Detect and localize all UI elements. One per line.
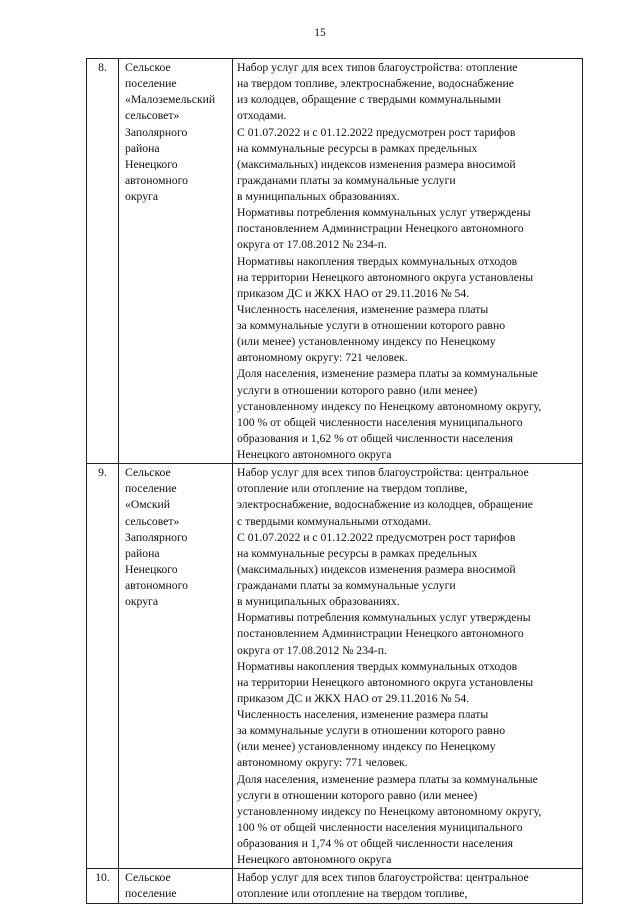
municipality-name-line: района: [125, 546, 160, 560]
description-line: образования и 1,74 % от общей численности населения: [237, 837, 513, 850]
row-number: 8.: [87, 59, 119, 464]
description-line: отопление или отопление на твердом топливе,: [237, 887, 468, 901]
description-line: на твердом топливе, электроснабжение, водоснабжение: [237, 77, 514, 91]
description-line: Ненецкого автономного округа: [237, 448, 392, 461]
description-line: отопление или отопление на твердом топливе,: [237, 482, 468, 496]
description-line: округа от 17.08.2012 № 234-п.: [237, 238, 387, 252]
municipality-name-line: Сельское: [125, 871, 171, 885]
description-line: электроснабжение, водоснабжение из колодцев, обращение: [237, 498, 533, 512]
municipality-name: [119, 464, 233, 869]
municipality-name-line: Сельское: [125, 466, 171, 480]
description-line: услуги в отношении которого равно (или менее): [237, 383, 478, 397]
description-line: постановлением Администрации Ненецкого автономного: [237, 627, 524, 641]
description-line: на коммунальные ресурсы в рамках предельных: [237, 546, 478, 560]
municipality-name-line: Заполярного: [125, 530, 188, 544]
services-description: [233, 869, 583, 903]
municipality-name-line: округа: [125, 190, 159, 203]
description-line: (или менее) установленному индексу по Ненецкому: [237, 335, 496, 349]
municipality-name-line: автономного: [125, 579, 188, 592]
description-line: в муниципальных образованиях.: [237, 595, 400, 609]
municipality-name-line: «Малоземельский: [125, 93, 216, 107]
page-number: 15: [314, 27, 326, 39]
description-line: Нормативы накопления твердых коммунальных отходов: [237, 254, 518, 268]
description-line: Нормативы накопления твердых коммунальных отходов: [237, 659, 518, 673]
description-line: Доля населения, изменение размера платы за коммунальные: [237, 772, 538, 786]
municipality-name-line: сельсовет»: [125, 514, 180, 528]
services-description: [233, 464, 583, 869]
description-line: С 01.07.2022 и с 01.12.2022 предусмотрен рост тарифов: [237, 125, 516, 139]
description-line: Набор услуг для всех типов благоустройства: отопление: [237, 61, 518, 74]
table-row: [87, 464, 583, 869]
description-line: 100 % от общей численности населения муниципального: [237, 415, 523, 429]
municipality-name-line: поселение: [125, 482, 177, 496]
municipality-name-line: Сельское: [125, 61, 171, 74]
description-line: приказом ДС и ЖКХ НАО от 29.11.2016 № 54.: [237, 691, 470, 705]
description-line: Нормативы потребления коммунальных услуг утверждены: [237, 611, 531, 625]
table-row: [87, 59, 583, 464]
municipality-name-line: поселение: [125, 77, 177, 91]
description-line: услуги в отношении которого равно (или менее): [237, 788, 478, 802]
description-line: за коммунальные услуги в отношении которого равно: [237, 319, 506, 332]
services-description: [233, 59, 583, 464]
description-line: Численность населения, изменение размера платы: [237, 302, 489, 316]
municipality-name-line: Ненецкого: [125, 157, 178, 171]
municipality-name: [119, 59, 233, 464]
description-line: на коммунальные ресурсы в рамках предельных: [237, 141, 478, 155]
description-line: 100 % от общей численности населения муниципального: [237, 820, 523, 834]
municipality-name-line: округа: [125, 595, 159, 609]
description-line: Ненецкого автономного округа: [237, 853, 392, 867]
description-line: гражданами платы за коммунальные услуги: [237, 579, 456, 592]
description-line: автономному округу: 771 человек.: [237, 756, 408, 770]
municipality-name-line: Заполярного: [125, 125, 188, 139]
description-line: автономному округу: 721 человек.: [237, 351, 408, 365]
description-line: приказом ДС и ЖКХ НАО от 29.11.2016 № 54.: [237, 286, 470, 300]
description-line: из колодцев, обращение с твердыми коммунальными: [237, 93, 502, 107]
description-line: гражданами платы за коммунальные услуги: [237, 173, 456, 187]
municipality-name-line: поселение: [125, 887, 177, 901]
description-line: округа от 17.08.2012 № 234-п.: [237, 643, 387, 657]
municipality-name-line: «Омский: [125, 498, 171, 512]
description-line: образования и 1,62 % от общей численности населения: [237, 431, 513, 445]
description-line: постановлением Администрации Ненецкого автономного: [237, 222, 524, 236]
description-line: на территории Ненецкого автономного округа установлены: [237, 675, 534, 689]
description-line: на территории Ненецкого автономного округа установлены: [237, 270, 534, 284]
description-line: Набор услуг для всех типов благоустройства: центральное: [237, 871, 529, 885]
municipality-name-line: Ненецкого: [125, 562, 178, 576]
description-line: (максимальных) индексов изменения размера вносимой: [237, 157, 516, 171]
description-line: с твердыми коммунальными отходами.: [237, 514, 432, 528]
municipality-name: [119, 869, 233, 903]
municipality-name-line: сельсовет»: [125, 109, 180, 123]
municipality-name-line: района: [125, 141, 160, 155]
description-line: Доля населения, изменение размера платы за коммунальные: [237, 367, 538, 381]
row-number: 9.: [87, 464, 119, 869]
description-line: Набор услуг для всех типов благоустройства: центральное: [237, 466, 529, 480]
description-line: установленному индексу по Ненецкому автономному округу,: [237, 804, 542, 818]
description-line: установленному индексу по Ненецкому автономному округу,: [237, 399, 542, 413]
description-line: С 01.07.2022 и с 01.12.2022 предусмотрен рост тарифов: [237, 530, 516, 544]
table-row: [87, 869, 583, 903]
tariff-table: [86, 58, 583, 904]
description-line: (максимальных) индексов изменения размера вносимой: [237, 562, 516, 576]
description-line: Численность населения, изменение размера платы: [237, 708, 489, 721]
description-line: в муниципальных образованиях.: [237, 190, 400, 203]
municipality-name-line: автономного: [125, 173, 188, 187]
description-line: отходами.: [237, 109, 287, 123]
description-line: (или менее) установленному индексу по Ненецкому: [237, 740, 496, 754]
description-line: за коммунальные услуги в отношении которого равно: [237, 724, 506, 738]
table-body: [87, 59, 583, 904]
row-number: 10.: [87, 869, 119, 903]
description-line: Нормативы потребления коммунальных услуг утверждены: [237, 206, 531, 220]
